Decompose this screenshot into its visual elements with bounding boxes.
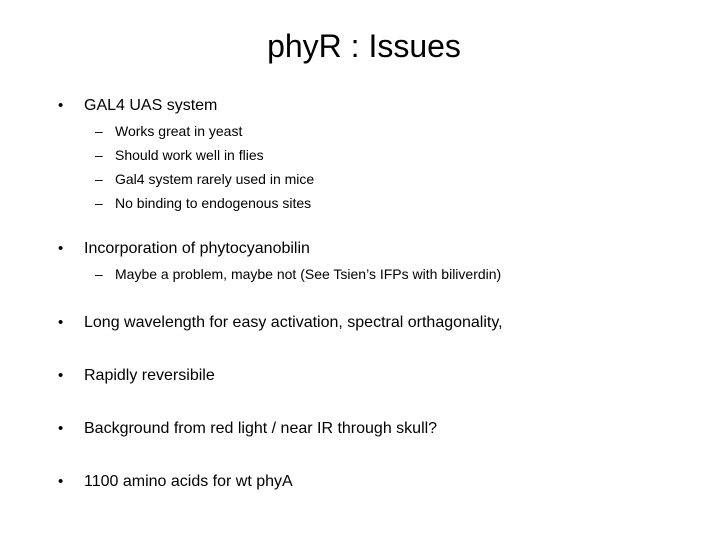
bullet-icon: •	[58, 240, 64, 257]
bullet-text: Long wavelength for easy activation, spectral orthagonality,	[84, 314, 503, 331]
sub-bullet-text: Works great in yeast	[115, 123, 243, 139]
dash-icon: –	[95, 147, 103, 163]
bullet-text: Background from red light / near IR through skull?	[84, 420, 438, 437]
slide-title: phyR : Issues	[267, 28, 461, 64]
dash-icon: –	[95, 266, 103, 282]
sub-bullet-text: No binding to endogenous sites	[115, 195, 312, 211]
bullet-text: 1100 amino acids for wt phyA	[84, 473, 293, 490]
bullet-icon: •	[58, 367, 64, 384]
dash-icon: –	[95, 195, 103, 211]
bullet-icon: •	[58, 314, 64, 331]
dash-icon: –	[95, 171, 103, 187]
bullet-icon: •	[58, 473, 64, 490]
sub-bullet-text: Maybe a problem, maybe not (See Tsien’s IFPs with biliverdin)	[115, 266, 502, 282]
sub-bullet-text: Should work well in flies	[115, 147, 264, 163]
dash-icon: –	[95, 123, 103, 139]
bullet-text: GAL4 UAS system	[84, 97, 218, 114]
bullet-icon: •	[58, 97, 64, 114]
bullet-icon: •	[58, 420, 64, 437]
bullet-text: Rapidly reversibile	[84, 367, 215, 384]
sub-bullet-text: Gal4 system rarely used in mice	[115, 171, 315, 187]
bullet-text: Incorporation of phytocyanobilin	[84, 240, 310, 257]
